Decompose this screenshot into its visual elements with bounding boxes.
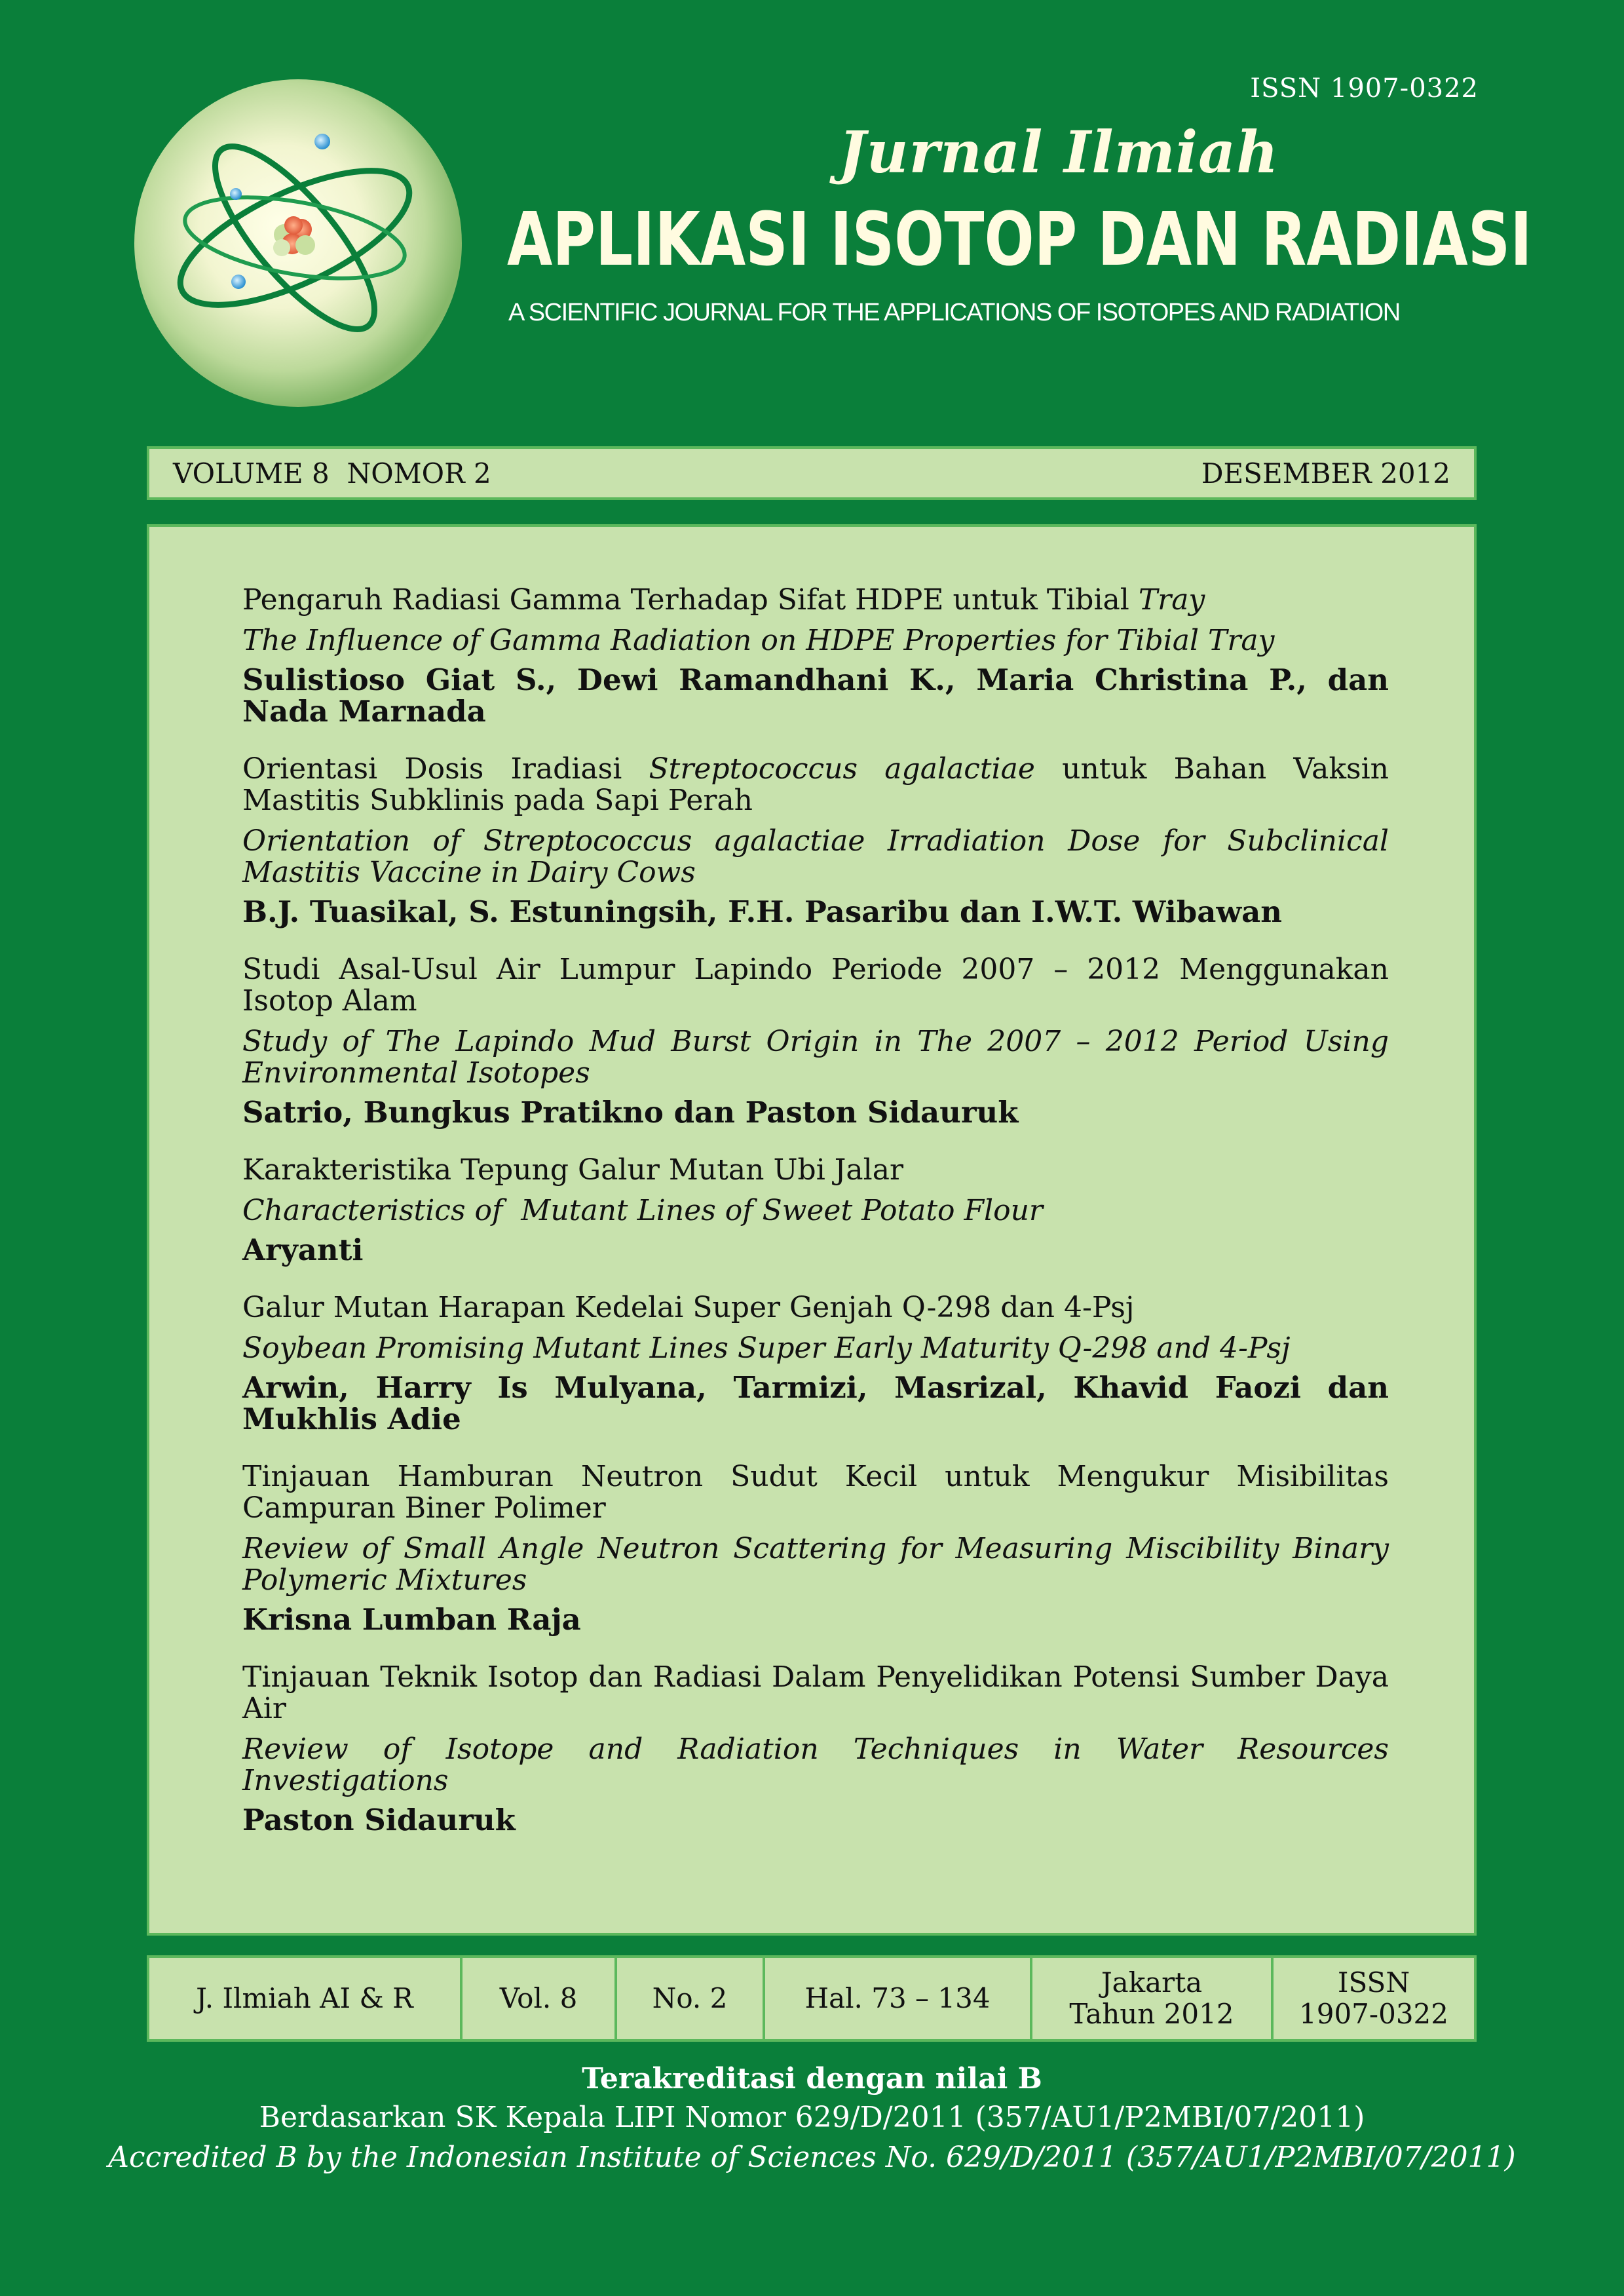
issn-cell: ISSN 1907-0322 (1272, 1957, 1475, 2040)
accreditation-line-id: Berdasarkan SK Kepala LIPI Nomor 629/D/2011 (357/AU1/P2MBI/07/2011) (259, 2101, 1365, 2134)
article-title-en: Soybean Promising Mutant Lines Super Early Maturity Q-298 and 4-Psj (242, 1331, 1291, 1365)
journal-abbrev: J. Ilmiah AI & R (148, 1957, 461, 2040)
article-list (242, 584, 1389, 1862)
article-authors: B.J. Tuasikal, S. Estuningsih, F.H. Pasaribu dan I.W.T. Wibawan (242, 894, 1282, 929)
article-title-id: Karakteristika Tepung Galur Mutan Ubi Jalar (242, 1153, 903, 1187)
accreditation-title: Terakreditasi dengan nilai B (582, 2062, 1042, 2095)
article-6 (242, 1461, 1389, 1636)
article-title-id: Galur Mutan Harapan Kedelai Super Genjah Q-298 dan 4-Psj (242, 1291, 1135, 1324)
journal-label: Jurnal Ilmiah (839, 118, 1279, 186)
journal-subtitle: A SCIENTIFIC JOURNAL FOR THE APPLICATIONS OF ISOTOPES AND RADIATION (508, 299, 1400, 326)
article-title-en: Study of The Lapindo Mud Burst Origin in The 2007 – 2012 Period Using Environmental Isotopes (242, 1025, 1389, 1090)
article-title-en: The Influence of Gamma Radiation on HDPE Properties for Tibial Tray (242, 624, 1275, 657)
article-title-id: Pengaruh Radiasi Gamma Terhadap Sifat HDPE untuk Tibial Tray (242, 583, 1205, 617)
article-authors: Sulistioso Giat S., Dewi Ramandhani K., Maria Christina P., dan Nada Marnada (242, 662, 1389, 729)
volume-cell: Vol. 8 (461, 1957, 616, 2040)
article-7 (242, 1662, 1389, 1836)
article-title-en: Review of Small Angle Neutron Scattering for Measuring Miscibility Binary Polymeric Mixtures (242, 1532, 1389, 1597)
volume-number: VOLUME 8 NOMOR 2 (173, 457, 491, 489)
accreditation-line-en: Accredited B by the Indonesian Institute of Sciences No. 629/D/2011 (357/AU1/P2MBI/07/2011) (108, 2141, 1516, 2174)
article-3 (242, 954, 1389, 1128)
article-1 (242, 584, 1389, 727)
contents-box (147, 524, 1477, 1936)
article-title-id: Tinjauan Hamburan Neutron Sudut Kecil untuk Mengukur Misibilitas Campuran Biner Polimer (242, 1460, 1389, 1525)
issue-date: DESEMBER 2012 (1201, 457, 1450, 489)
number-cell: No. 2 (616, 1957, 764, 2040)
article-title-id: Orientasi Dosis Iradiasi Streptococcus agalactiae untuk Bahan Vaksin Mastitis Subklinis pada Sapi Perah (242, 752, 1389, 817)
article-4 (242, 1155, 1389, 1266)
article-5 (242, 1292, 1389, 1435)
article-title-en: Review of Isotope and Radiation Techniques in Water Resources Investigations (242, 1732, 1389, 1797)
atom-logo-icon (132, 77, 464, 409)
article-authors: Aryanti (242, 1233, 364, 1267)
article-authors: Arwin, Harry Is Mulyana, Tarmizi, Masrizal, Khavid Faozi dan Mukhlis Adie (242, 1370, 1389, 1436)
article-title-en: Orientation of Streptococcus agalactiae Irradiation Dose for Subclinical Mastitis Vaccine in Dairy Cows (242, 824, 1389, 889)
pages-cell: Hal. 73 – 134 (764, 1957, 1031, 2040)
place-year-cell: Jakarta Tahun 2012 (1031, 1957, 1272, 2040)
article-title-en: Characteristics of Mutant Lines of Sweet Potato Flour (242, 1194, 1043, 1227)
issn-top: ISSN 1907-0322 (1250, 73, 1479, 104)
article-authors: Krisna Lumban Raja (242, 1602, 581, 1637)
article-2 (242, 754, 1389, 928)
article-authors: Paston Sidauruk (242, 1803, 516, 1837)
citation-table (147, 1955, 1477, 2042)
article-title-id: Tinjauan Teknik Isotop dan Radiasi Dalam Penyelidikan Potensi Sumber Daya Air (242, 1660, 1389, 1725)
article-authors: Satrio, Bungkus Pratikno dan Paston Sidauruk (242, 1095, 1019, 1130)
accreditation-block (0, 2060, 1624, 2178)
article-title-id: Studi Asal-Usul Air Lumpur Lapindo Periode 2007 – 2012 Menggunakan Isotop Alam (242, 953, 1389, 1018)
journal-title: APLIKASI ISOTOP DAN RADIASI (507, 197, 1532, 282)
volume-bar (147, 446, 1477, 500)
